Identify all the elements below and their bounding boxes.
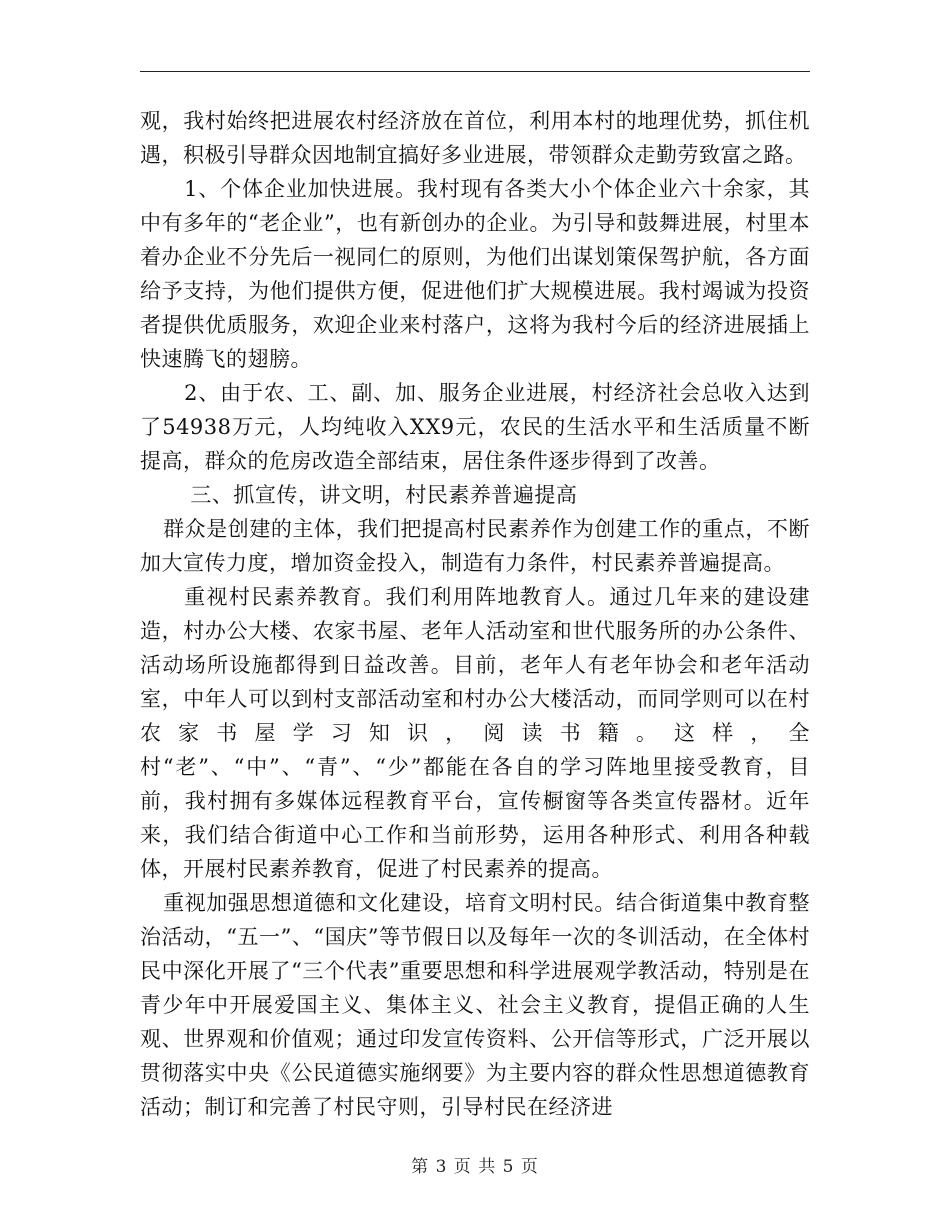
paragraph-6: 重视加强思想道德和文化建设，培育文明村民。结合街道集中教育整治活动，“五一”、“国庆”等节假日以及每年一次的冬训活动，在全体村民中深化开展了“三个代表”重要思想和科学进展观学教活动，特别是在青少年中开展爱国主义、集体主义、社会主义教育，提倡正确的人生观、世界观和价值观；通过印发宣传资料、公开信等形式，广泛开展以贯彻落实中央《公民道德实施纲要》为主要内容的群众性思想道德教育活动；制订和完善了村民守则，引导村民在经济进 [140, 891, 810, 1119]
document-body [140, 104, 810, 1124]
paragraph-3: 2、由于农、工、副、加、服务企业进展，村经济社会总收入达到了54938万元，人均纯收入XX9元，农民的生活水平和生活质量不断提高，群众的危房改造全部结束，居住条件逐步得到了改善。 [140, 381, 810, 473]
paragraph-5: 重视村民素养教育。我们利用阵地教育人。通过几年来的建设建造，村办公大楼、农家书屋、老年人活动室和世代服务所的办公条件、活动场所设施都得到日益改善。目前，老年人有老年协会和老年活动室，中年人可以到村支部活动室和村办公大楼活动，而同学则可以在村农家书屋学习知识，阅读书籍。这样，全村“老”、“中”、“青”、“少”都能在各自的学习阵地里接受教育，目前，我村拥有多媒体远程教育平台，宣传橱窗等各类宣传器材。近年来，我们结合街道中心工作和当前形势，运用各种形式、利用各种载体，开展村民素养教育，促进了村民素养的提高。 [140, 585, 810, 881]
section-heading: 三、抓宣传，讲文明，村民素养普遍提高 [190, 483, 578, 507]
page-number-footer: 第 3 页 共 5 页 [411, 1157, 539, 1177]
paragraph-1: 观，我村始终把进展农村经济放在首位，利用本村的地理优势，抓住机遇，积极引导群众因地制宜搞好多业进展，带领群众走勤劳致富之路。 [140, 109, 810, 167]
header-rule [140, 71, 810, 72]
paragraph-2: 1、个体企业加快进展。我村现有各类大小个体企业六十余家，其中有多年的“老企业”，也有新创办的企业。为引导和鼓舞进展，村里本着办企业不分先后一视同仁的原则，为他们出谋划策保驾护航，各方面给予支持，为他们提供方便，促进他们扩大规模进展。我村竭诚为投资者提供优质服务，欢迎企业来村落户，这将为我村今后的经济进展插上快速腾飞的翅膀。 [140, 177, 810, 371]
paragraph-4: 群众是创建的主体，我们把提高村民素养作为创建工作的重点，不断加大宣传力度，增加资金投入，制造有力条件，村民素养普遍提高。 [140, 517, 810, 575]
